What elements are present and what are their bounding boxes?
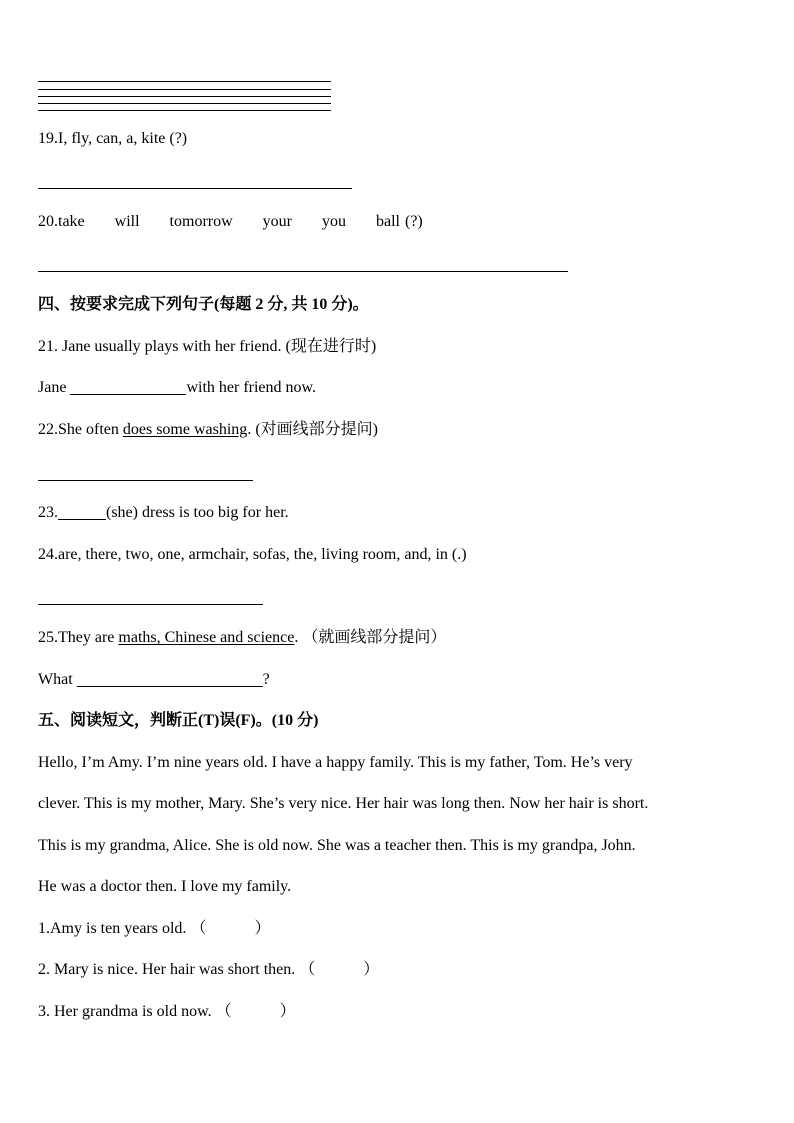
word: (?): [404, 213, 423, 230]
answer-blank-25[interactable]: [77, 670, 263, 687]
word: tomorrow: [169, 213, 233, 230]
word: you: [321, 213, 346, 230]
answer-line-19: [38, 188, 352, 189]
tf-question-1: 1.Amy is ten years old. （ ）: [38, 920, 271, 937]
question-25-answer: What ?: [38, 671, 270, 688]
question-21: 21. Jane usually plays with her friend. (现在进行时): [38, 338, 377, 355]
underlined-phrase: does some washing: [122, 421, 248, 438]
question-20: [38, 212, 423, 232]
word: take: [58, 213, 85, 230]
writing-line-1: [38, 81, 331, 82]
word: will: [114, 213, 140, 230]
passage-line: He was a doctor then. I love my family.: [38, 878, 292, 895]
question-20-number: 20.: [38, 213, 58, 230]
passage-line: clever. This is my mother, Mary. She’s very nice. Her hair was long then. Now her hair is short.: [38, 795, 649, 812]
writing-line-5: [38, 110, 331, 111]
answer-line-20: [38, 271, 568, 272]
answer-line-24: [38, 604, 263, 605]
section-4-title: 四、按要求完成下列句子(每题 2 分, 共 10 分)。: [38, 296, 369, 313]
section-5-title: 五、阅读短文，判断正(T)误(F)。(10 分): [38, 712, 319, 729]
question-22: 22.She often does some washing. (对画线部分提问): [38, 421, 378, 438]
writing-line-2: [38, 89, 331, 90]
answer-blank-21[interactable]: [70, 378, 186, 395]
underlined-phrase: maths, Chinese and science: [118, 629, 295, 646]
writing-line-4: [38, 103, 331, 104]
question-23: 23. (she) dress is too big for her.: [38, 504, 289, 521]
question-24: 24.are, there, two, one, armchair, sofas, the, living room, and, in (.): [38, 546, 467, 563]
tf-question-2: 2. Mary is nice. Her hair was short then. （ ）: [38, 961, 380, 978]
question-21-answer: Jane with her friend now.: [38, 379, 317, 396]
passage-line: This is my grandma, Alice. She is old now. She was a teacher then. This is my grandpa, John.: [38, 837, 636, 854]
question-19: 19.I, fly, can, a, kite (?): [38, 130, 188, 147]
word: your: [262, 213, 292, 230]
writing-line-3: [38, 96, 331, 97]
tf-question-3: 3. Her grandma is old now. （ ）: [38, 1003, 296, 1020]
word: ball: [375, 213, 400, 230]
answer-blank-23[interactable]: [58, 503, 106, 520]
passage-line: Hello, I’m Amy. I’m nine years old. I have a happy family. This is my father, Tom. He’s very: [38, 754, 633, 771]
answer-line-22: [38, 480, 253, 481]
question-25: 25.They are maths, Chinese and science. （就画线部分提问）: [38, 629, 447, 646]
